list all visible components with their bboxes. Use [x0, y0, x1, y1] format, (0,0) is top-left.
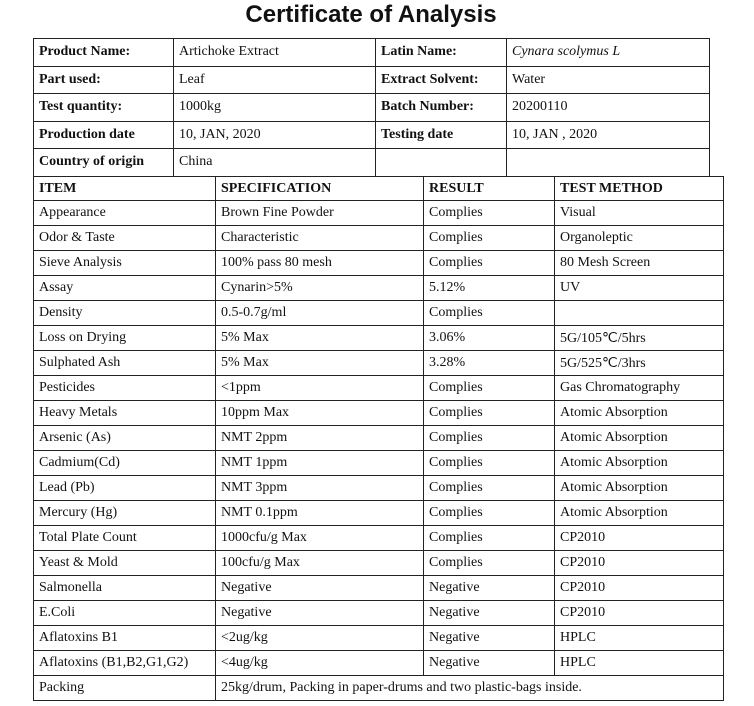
specification-cell: 100cfu/g Max: [216, 551, 424, 576]
info-label: Test quantity:: [34, 94, 174, 122]
result-cell: 3.28%: [424, 351, 555, 376]
column-header: RESULT: [424, 177, 555, 201]
result-cell: 5.12%: [424, 276, 555, 301]
test-method-cell: 80 Mesh Screen: [555, 251, 724, 276]
item-cell: E.Coli: [34, 601, 216, 626]
test-method-cell: 5G/525℃/3hrs: [555, 351, 724, 376]
test-method-cell: Atomic Absorption: [555, 501, 724, 526]
info-label: Batch Number:: [376, 94, 507, 122]
table-row: [34, 651, 724, 676]
column-header: ITEM: [34, 177, 216, 201]
info-value: 20200110: [507, 94, 710, 122]
test-method-cell: Atomic Absorption: [555, 426, 724, 451]
item-cell: Heavy Metals: [34, 401, 216, 426]
info-label: Extract Solvent:: [376, 66, 507, 94]
table-row: [34, 626, 724, 651]
result-cell: Complies: [424, 251, 555, 276]
specification-cell: 1000cfu/g Max: [216, 526, 424, 551]
result-cell: Complies: [424, 451, 555, 476]
specification-cell: 5% Max: [216, 351, 424, 376]
specification-cell: 5% Max: [216, 326, 424, 351]
test-method-cell: Atomic Absorption: [555, 451, 724, 476]
item-cell: Lead (Pb): [34, 476, 216, 501]
column-header: TEST METHOD: [555, 177, 724, 201]
info-value: 1000kg: [174, 94, 376, 122]
item-cell: Appearance: [34, 201, 216, 226]
info-value: 10, JAN , 2020: [507, 121, 710, 149]
item-cell: Density: [34, 301, 216, 326]
info-label: [376, 149, 507, 177]
info-label: Product Name:: [34, 39, 174, 67]
test-method-cell: CP2010: [555, 576, 724, 601]
item-cell: Salmonella: [34, 576, 216, 601]
table-row: [34, 376, 724, 401]
product-info-table: [33, 38, 710, 177]
result-cell: Complies: [424, 526, 555, 551]
test-method-cell: Gas Chromatography: [555, 376, 724, 401]
result-cell: Negative: [424, 626, 555, 651]
info-label: Country of origin: [34, 149, 174, 177]
test-results-table: [33, 176, 724, 701]
item-cell: Odor & Taste: [34, 226, 216, 251]
table-row: [34, 201, 724, 226]
table-row: [34, 551, 724, 576]
item-cell: Total Plate Count: [34, 526, 216, 551]
info-row: [34, 39, 710, 67]
packing-value: 25kg/drum, Packing in paper-drums and two plastic-bags inside.: [216, 676, 724, 701]
table-row: [34, 601, 724, 626]
table-row: [34, 576, 724, 601]
item-cell: Aflatoxins (B1,B2,G1,G2): [34, 651, 216, 676]
item-cell: Mercury (Hg): [34, 501, 216, 526]
specification-cell: 0.5-0.7g/ml: [216, 301, 424, 326]
result-cell: Complies: [424, 201, 555, 226]
specification-cell: Negative: [216, 601, 424, 626]
table-row: [34, 501, 724, 526]
info-value-text: Cynara scolymus L: [512, 44, 621, 60]
info-value: [507, 39, 710, 67]
table-row: [34, 426, 724, 451]
test-method-cell: Visual: [555, 201, 724, 226]
item-cell: Assay: [34, 276, 216, 301]
result-cell: Complies: [424, 501, 555, 526]
test-method-cell: Atomic Absorption: [555, 401, 724, 426]
test-method-cell: UV: [555, 276, 724, 301]
specification-cell: NMT 1ppm: [216, 451, 424, 476]
packing-row: [34, 676, 724, 701]
specification-cell: NMT 2ppm: [216, 426, 424, 451]
specification-cell: NMT 3ppm: [216, 476, 424, 501]
specification-cell: Characteristic: [216, 226, 424, 251]
result-cell: Complies: [424, 226, 555, 251]
info-value: China: [174, 149, 376, 177]
packing-label: Packing: [34, 676, 216, 701]
info-label: Part used:: [34, 66, 174, 94]
specification-cell: 10ppm Max: [216, 401, 424, 426]
specification-cell: NMT 0.1ppm: [216, 501, 424, 526]
item-cell: Aflatoxins B1: [34, 626, 216, 651]
table-row: [34, 401, 724, 426]
info-label: Latin Name:: [376, 39, 507, 67]
test-method-cell: [555, 301, 724, 326]
table-row: [34, 326, 724, 351]
info-value: 10, JAN, 2020: [174, 121, 376, 149]
table-row: [34, 476, 724, 501]
result-cell: Negative: [424, 651, 555, 676]
specification-cell: 100% pass 80 mesh: [216, 251, 424, 276]
result-cell: Complies: [424, 301, 555, 326]
test-method-cell: 5G/105℃/5hrs: [555, 326, 724, 351]
table-header-row: [34, 177, 724, 201]
info-value: Leaf: [174, 66, 376, 94]
result-cell: Complies: [424, 551, 555, 576]
result-cell: Complies: [424, 376, 555, 401]
info-label: Production date: [34, 121, 174, 149]
item-cell: Loss on Drying: [34, 326, 216, 351]
column-header: SPECIFICATION: [216, 177, 424, 201]
result-cell: Negative: [424, 576, 555, 601]
info-value: [507, 149, 710, 177]
info-label: Testing date: [376, 121, 507, 149]
info-value: Artichoke Extract: [174, 39, 376, 67]
table-row: [34, 351, 724, 376]
result-cell: 3.06%: [424, 326, 555, 351]
table-row: [34, 301, 724, 326]
item-cell: Arsenic (As): [34, 426, 216, 451]
specification-cell: Brown Fine Powder: [216, 201, 424, 226]
item-cell: Pesticides: [34, 376, 216, 401]
info-row: [34, 66, 710, 94]
table-row: [34, 251, 724, 276]
item-cell: Sulphated Ash: [34, 351, 216, 376]
test-method-cell: CP2010: [555, 526, 724, 551]
table-row: [34, 526, 724, 551]
test-method-cell: CP2010: [555, 601, 724, 626]
table-row: [34, 451, 724, 476]
info-value: Water: [507, 66, 710, 94]
document-title: Certificate of Analysis: [245, 1, 497, 28]
item-cell: Sieve Analysis: [34, 251, 216, 276]
result-cell: Complies: [424, 401, 555, 426]
specification-cell: <1ppm: [216, 376, 424, 401]
test-method-cell: HPLC: [555, 626, 724, 651]
specification-cell: <2ug/kg: [216, 626, 424, 651]
test-method-cell: HPLC: [555, 651, 724, 676]
info-row: [34, 94, 710, 122]
specification-cell: Negative: [216, 576, 424, 601]
result-cell: Complies: [424, 476, 555, 501]
item-cell: Cadmium(Cd): [34, 451, 216, 476]
table-row: [34, 226, 724, 251]
table-row: [34, 276, 724, 301]
test-method-cell: Atomic Absorption: [555, 476, 724, 501]
info-row: [34, 121, 710, 149]
specification-cell: <4ug/kg: [216, 651, 424, 676]
test-method-cell: CP2010: [555, 551, 724, 576]
test-method-cell: Organoleptic: [555, 226, 724, 251]
result-cell: Complies: [424, 426, 555, 451]
specification-cell: Cynarin>5%: [216, 276, 424, 301]
info-row: [34, 149, 710, 177]
item-cell: Yeast & Mold: [34, 551, 216, 576]
result-cell: Negative: [424, 601, 555, 626]
